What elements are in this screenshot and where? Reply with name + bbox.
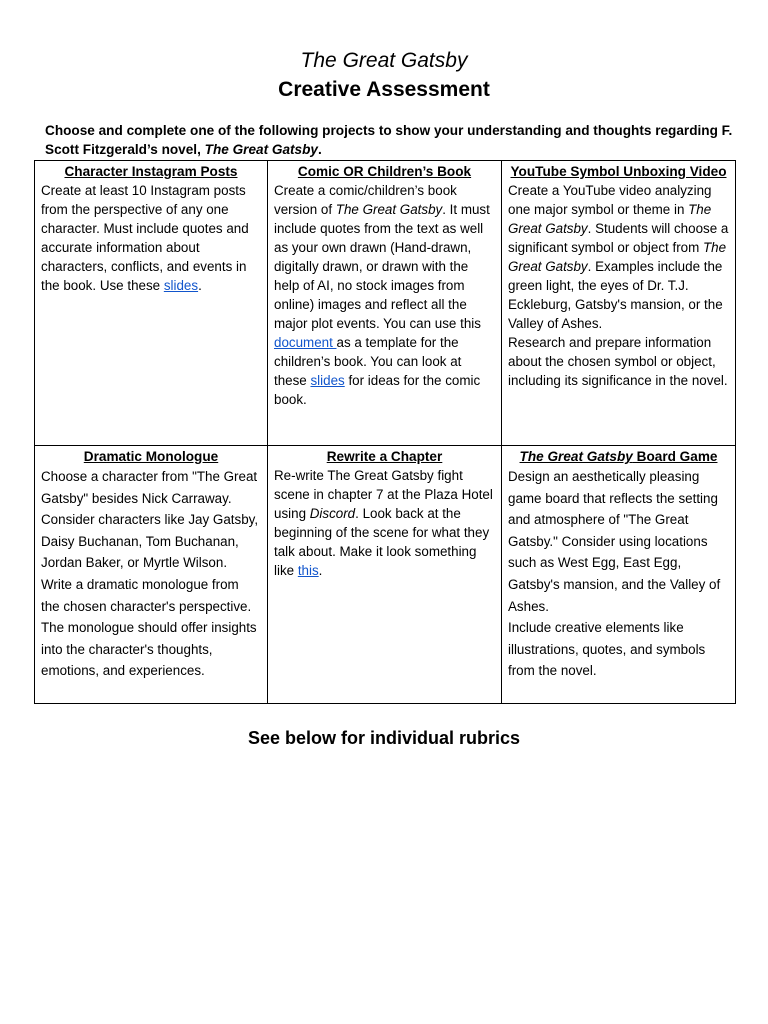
project-description-youtube	[508, 181, 729, 390]
comic-text-1: Create a comic/children’s book version of	[274, 183, 457, 217]
intro-end: .	[317, 142, 322, 157]
intro-paragraph	[45, 121, 735, 159]
document-subtitle: Creative Assessment	[278, 78, 490, 101]
project-title-rewrite: Rewrite a Chapter	[326, 449, 443, 464]
rewrite-this-link[interactable]: this	[297, 563, 319, 578]
comic-text-2: . It must include quotes from the text as well as your own drawn (Hand-drawn, digitally drawn, or drawn with the help of AI, no stock images from online) images and reflect all the major plot events. You can use this	[274, 202, 490, 331]
project-cell-instagram	[35, 161, 268, 446]
project-title-monologue: Dramatic Monologue	[83, 449, 219, 464]
comic-book-title: The Great Gatsby	[335, 202, 443, 217]
projects-row-2	[35, 446, 736, 704]
project-cell-youtube	[502, 161, 736, 446]
project-cell-comic	[268, 161, 502, 446]
projects-table	[34, 160, 736, 704]
youtube-text-1: Create a YouTube video analyzing one major symbol or theme in	[508, 183, 712, 217]
project-cell-boardgame	[502, 446, 736, 704]
rewrite-text-1: Re-write The Great Gatsby fight scene in chapter 7 at the Plaza Hotel using	[274, 468, 493, 521]
youtube-book-title-2: The Great Gatsby	[508, 240, 727, 274]
project-description-monologue: Choose a character from "The Great Gatsby" besides Nick Carraway. Consider characters like Jay Gatsby, Daisy Buchanan, Tom Buchanan, Jordan Baker, or Myrtle Wilson. Write a dramatic monologue from the chosen character's perspective. The monologue should offer insights into the character's thoughts, emotions, and experiences.	[41, 469, 259, 679]
project-description-rewrite	[274, 466, 495, 580]
project-description-instagram	[41, 181, 261, 295]
project-cell-monologue	[35, 446, 268, 704]
rewrite-text-2: . Look back at the beginning of the scene for what they talk about. Make it look something like	[274, 506, 490, 578]
boardgame-title-book: The Great Gatsby	[519, 449, 633, 464]
intro-text: Choose and complete one of the following projects to show your understanding and thoughts regarding F. Scott Fitzgerald’s novel,	[45, 123, 733, 157]
youtube-text-2: . Students will choose a significant symbol or object from	[508, 221, 729, 255]
comic-document-link[interactable]: document	[274, 335, 337, 350]
document-title: The Great Gatsby	[300, 49, 468, 72]
project-description-comic	[274, 181, 495, 409]
boardgame-title-rest: Board Game	[632, 449, 718, 464]
project-title-instagram: Character Instagram Posts	[64, 164, 238, 179]
project-description-boardgame	[508, 466, 729, 682]
project-title-boardgame	[508, 447, 729, 466]
instagram-text-1: Create at least 10 Instagram posts from the perspective of any one character. Must include quotes and accurate information about characters, conflicts, and events in the book. Use these	[41, 183, 249, 293]
project-title-youtube: YouTube Symbol Unboxing Video	[510, 164, 727, 179]
project-title-comic: Comic OR Children’s Book	[297, 164, 472, 179]
instagram-slides-link[interactable]: slides	[163, 278, 199, 293]
project-cell-rewrite	[268, 446, 502, 704]
projects-row-1	[35, 161, 736, 446]
comic-slides-link[interactable]: slides	[310, 373, 345, 388]
youtube-text-3: . Examples include the green light, the eyes of Dr. T.J. Eckleburg, Gatsby's mansion, or the Valley of Ashes.	[508, 259, 723, 331]
rewrite-platform: Discord	[309, 506, 356, 521]
boardgame-text-1: Design an aesthetically pleasing game board that reflects the setting and atmosphere of "The Great Gatsby." Consider using locations such as West Egg, East Egg, Gatsby's mansion, and the Valley of Ashes.	[508, 469, 721, 614]
instagram-text-2: .	[198, 278, 202, 293]
intro-book-title: The Great Gatsby	[204, 142, 318, 157]
youtube-text-4: Research and prepare information about the chosen symbol or object, including its significance in the novel.	[508, 335, 728, 388]
rubrics-note: See below for individual rubrics	[247, 728, 521, 748]
boardgame-text-2: Include creative elements like illustrations, quotes, and symbols from the novel.	[508, 620, 706, 679]
youtube-book-title-1: The Great Gatsby	[508, 202, 712, 236]
comic-text-3: as a template for the children’s book. You can look at these	[274, 335, 462, 388]
rewrite-text-3: .	[318, 563, 323, 578]
comic-text-4: for ideas for the comic book.	[274, 373, 481, 407]
